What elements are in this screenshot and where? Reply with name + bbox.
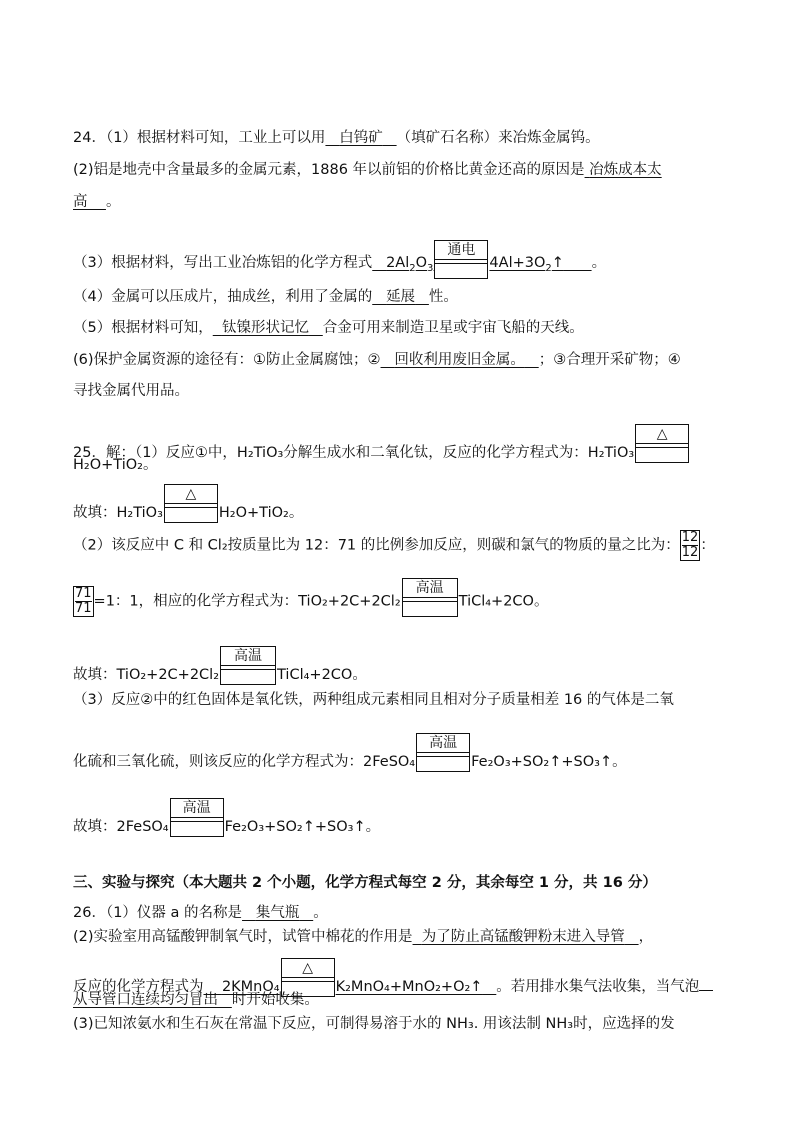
reaction-condition-heat: △	[281, 958, 335, 997]
section-title: 三、实验与探究（本大题共 2 个小题，化学方程式每空 2 分，其余每空 1 分，共 16 分）	[73, 875, 657, 891]
q24-line-3	[73, 192, 120, 212]
q25-3-equation-left: 化硫和三氧化硫，则该反应的化学方程式为：2FeSO₄	[73, 754, 416, 770]
q26-2-prompt: (2)实验室用高锰酸钾制氧气时，试管中棉花的作用是	[73, 929, 413, 945]
q25-line-6	[73, 646, 367, 685]
q25-1-answer-right: H₂O+TiO₂。	[218, 505, 304, 521]
q24-6-suffix: ；③合理开采矿物；④	[538, 352, 681, 368]
q24-3-suffix: 。	[591, 255, 607, 272]
section-heading	[73, 873, 657, 893]
fraction-71-71: $\frac{71}{71}$	[75, 586, 92, 616]
q26-line-4	[73, 990, 319, 1010]
q24-2-suffix: 。	[105, 194, 121, 210]
q26-2-collection-prompt: 。若用排水集气法收集，当气泡	[496, 979, 700, 995]
q25-1-answer-left: 故填：H₂TiO₃	[73, 505, 163, 521]
q25-2-text: （2）该反应中 C 和 Cl₂按质量比为 12：71 的比例参加反应，则碳和氯气的物质的量之比为：	[73, 537, 680, 554]
q25-2-equation-right: TiCl₄+2CO。	[458, 593, 549, 610]
q24-6-answer: 回收利用废旧金属。	[394, 352, 525, 368]
q26-line-1	[73, 903, 328, 923]
q24-4-prompt: （4）金属可以压成片，抽成丝，利用了金属的	[73, 289, 373, 305]
q26-2-collection-answer: 从导管口连续均匀冒出	[73, 992, 218, 1008]
q24-line-6	[73, 318, 584, 338]
ratio-colon: ：	[700, 537, 715, 554]
q26-1-answer: 集气瓶	[255, 905, 300, 921]
q24-5-answer: 钛镍形状记忆	[221, 320, 309, 336]
q24-line-1	[73, 128, 600, 148]
q24-4-answer: 延展	[386, 289, 416, 305]
q24-line-5	[73, 287, 458, 307]
q24-line-2	[73, 160, 662, 180]
q26-line-5	[73, 1014, 675, 1034]
q24-line-4	[73, 240, 606, 279]
q25-line-9	[73, 798, 380, 837]
q25-2-answer-left: 故填：TiO₂+2C+2Cl₂	[73, 667, 220, 683]
q26-line-2	[73, 927, 653, 947]
reaction-condition-high-temperature: 高温	[416, 733, 470, 772]
q25-1-text: 25．解：（1）反应①中，H₂TiO₃分解生成水和二氧化钛，反应的化学方程式为：H₂TiO₃	[73, 445, 635, 461]
q25-2-equation-left: =1：1，相应的化学方程式为：TiO₂+2C+2Cl₂	[93, 593, 401, 610]
q25-line-5	[73, 578, 548, 617]
q25-2-answer-right: TiCl₄+2CO。	[277, 667, 367, 683]
q24-1-suffix: （填矿石名称）来冶炼金属钨。	[396, 130, 600, 146]
q25-line-3	[73, 484, 303, 523]
q24-1-answer: 白钨矿	[339, 130, 383, 146]
q26-2-suffix: ，	[638, 929, 654, 945]
q25-1-products: H₂O+TiO₂。	[73, 457, 158, 473]
reaction-condition-high-temperature: 高温	[220, 646, 276, 685]
q25-line-1	[73, 424, 690, 463]
reaction-condition-high-temperature: 高温	[402, 578, 458, 617]
q24-4-suffix: 性。	[428, 289, 458, 305]
q24-3-answer-left: $2Al_2O_3$	[386, 255, 434, 274]
q26-2-answer: 为了防止高锰酸钾粉末进入导管	[421, 929, 625, 945]
q24-line-7	[73, 350, 681, 370]
q24-2-prompt: (2)铝是地壳中含量最多的金属元素，1886 年以前铝的价格比黄金还高的原因是	[73, 162, 585, 178]
q26-2-collection-suffix: 时开始收集。	[231, 992, 319, 1008]
reaction-condition-heat: △	[635, 424, 689, 463]
q26-3-text: (3)已知浓氨水和生石灰在常温下反应，可制得易溶于水的 NH₃. 用该法制 NH₃时，应选择的发	[73, 1016, 675, 1032]
q24-2-answer-cont: 高	[73, 194, 88, 210]
q25-3-answer-right: Fe₂O₃+SO₂↑+SO₃↑。	[224, 819, 381, 835]
q26-2-equation-right: K₂MnO₄+MnO₂+O₂↑	[335, 979, 483, 995]
reaction-condition-electrolysis: 通电	[434, 240, 488, 279]
q24-2-answer: 冶炼成本太	[589, 162, 662, 178]
q26-1-suffix: 。	[313, 905, 328, 921]
q25-3-equation-right: Fe₂O₃+SO₂↑+SO₃↑。	[471, 754, 627, 770]
q24-3-prompt: （3）根据材料，写出工业冶炼铝的化学方程式	[73, 255, 373, 272]
q26-1-prompt: 26．（1）仪器 a 的名称是	[73, 905, 243, 921]
q24-1-prompt: 24．（1）根据材料可知，工业上可以用	[73, 130, 326, 146]
q24-5-prompt: （5）根据材料可知，	[73, 320, 213, 336]
q24-6-continuation: 寻找金属代用品。	[73, 383, 189, 399]
q26-2-equation-left: 2KMnO₄	[221, 979, 280, 995]
fraction-12-12: $\frac{12}{12}$	[681, 530, 699, 560]
q26-2-equation-prompt: 反应的化学方程式为	[73, 979, 204, 995]
q25-line-4	[73, 530, 715, 561]
q25-line-7	[73, 690, 674, 710]
reaction-condition-high-temperature: 高温	[170, 798, 224, 837]
answer-blank	[699, 976, 713, 991]
q25-line-8	[73, 733, 627, 772]
q25-3-answer-left: 故填：2FeSO₄	[73, 819, 169, 835]
q25-line-2	[73, 455, 157, 475]
q25-3-text: （3）反应②中的红色固体是氧化铁，两种组成元素相同且相对分子质量相差 16 的气体是二氧	[73, 692, 674, 708]
q24-line-8	[73, 381, 189, 401]
reaction-condition-heat: △	[164, 484, 218, 523]
q24-3-answer-right: $4Al+3O_2↑$	[489, 255, 564, 274]
q24-6-prompt: (6)保护金属资源的途径有：①防止金属腐蚀；②	[73, 352, 381, 368]
q24-5-suffix: 合金可用来制造卫星或宇宙飞船的天线。	[322, 320, 584, 336]
